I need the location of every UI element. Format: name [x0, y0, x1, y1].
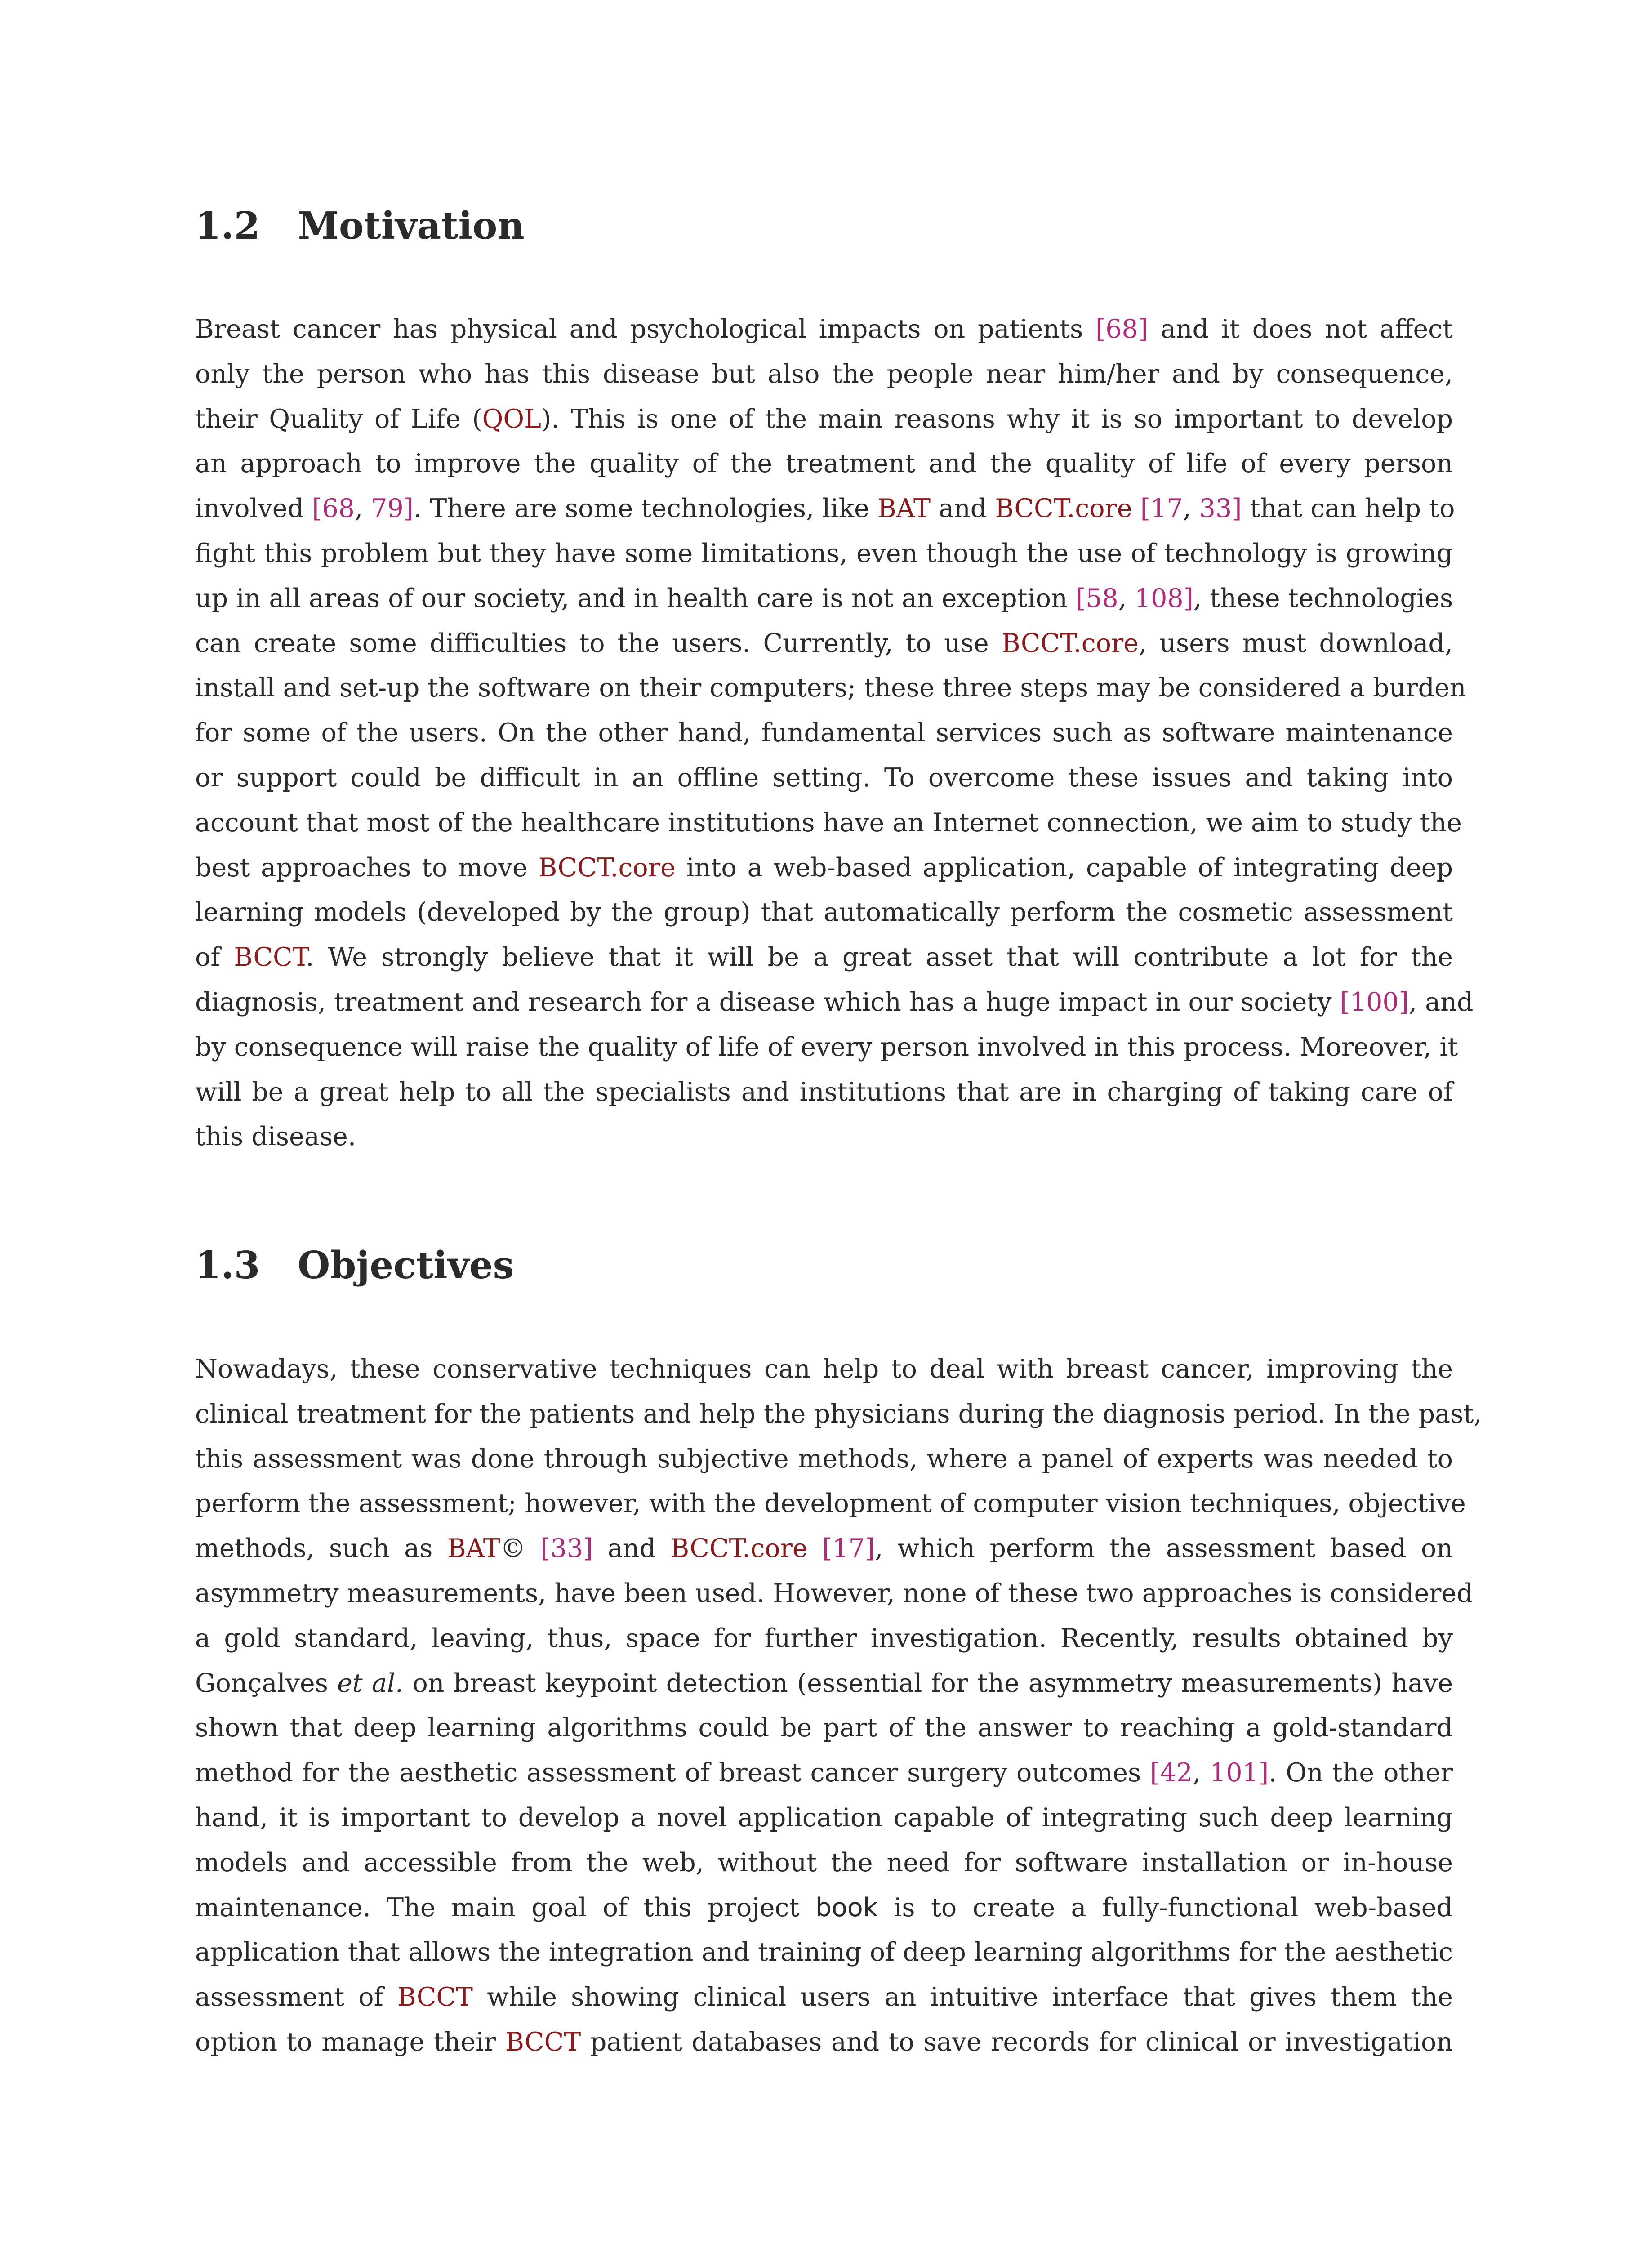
citation-link[interactable]: ]: [1398, 987, 1409, 1017]
emphasis-text: et al.: [337, 1668, 404, 1698]
text-line: [195, 980, 1474, 1025]
acronym-link[interactable]: BCCT: [505, 2027, 581, 2057]
text-run: clinical treatment for the patients and help the physicians during the diagnosis period. In the past,: [195, 1399, 1482, 1429]
text-line: [195, 1706, 1453, 1751]
text-run: ,: [355, 494, 371, 524]
citation-link[interactable]: ]: [583, 1534, 593, 1564]
text-run: this assessment was done through subjective methods, where a panel of experts was needed to: [195, 1444, 1453, 1474]
text-run: is to create a fully-functional web-based: [877, 1892, 1453, 1922]
text-run: maintenance. The main goal of this project: [195, 1892, 815, 1922]
citation-link[interactable]: [: [540, 1534, 551, 1564]
paragraph-motivation: [195, 307, 1474, 1160]
citation-link[interactable]: ]: [1258, 1758, 1269, 1788]
text-line: [195, 666, 1466, 711]
section-number: 1.3: [195, 1243, 260, 1287]
text-run: perform the assessment; however, with the development of computer vision techniques, objective: [195, 1489, 1466, 1519]
text-run: an approach to improve the quality of the treatment and the quality of life of every person: [195, 449, 1453, 479]
text-line: [195, 397, 1453, 442]
text-line: [195, 935, 1453, 980]
text-run: by consequence will raise the quality of life of every person involved in this process. Moreover, it: [195, 1032, 1458, 1062]
text-run: ). This is one of the main reasons why it is so important to develop: [541, 404, 1453, 434]
text-run: , users must download,: [1139, 628, 1453, 658]
section-number: 1.2: [195, 204, 260, 248]
acronym-link[interactable]: BCCT.core: [670, 1534, 808, 1564]
text-run: application that allows the integration and training of deep learning algorithms for the aesthetic: [195, 1937, 1453, 1967]
text-run: , these technologies: [1193, 583, 1453, 613]
text-line: [195, 890, 1453, 935]
section-title: Objectives: [298, 1243, 514, 1287]
citation-link[interactable]: [: [312, 494, 322, 524]
text-run: , and: [1408, 987, 1474, 1017]
citation-link[interactable]: ]: [1183, 583, 1194, 613]
text-line: [195, 531, 1453, 576]
text-run: on breast keypoint detection (essential for the asymmetry measurements) have: [403, 1668, 1453, 1698]
text-run: [1132, 494, 1140, 523]
text-run: and: [930, 494, 995, 524]
text-run: , which perform the assessment based on: [875, 1534, 1453, 1564]
text-run: models and accessible from the web, without the need for software installation or in-house: [195, 1847, 1453, 1878]
citation-link[interactable]: ]: [1232, 494, 1242, 524]
section-heading-motivation: [195, 203, 525, 248]
text-run: of: [195, 942, 234, 972]
citation-link[interactable]: ]: [864, 1534, 875, 1564]
text-line: [195, 1661, 1453, 1706]
text-run: [526, 1534, 540, 1563]
text-line: [195, 486, 1453, 531]
text-run: only the person who has this disease but also the people near him/her and by consequence,: [195, 359, 1453, 389]
text-run: asymmetry measurements, have been used. However, none of these two approaches is considered: [195, 1578, 1473, 1608]
text-run: ©: [500, 1534, 526, 1564]
text-line: [195, 1975, 1453, 2020]
citation-link[interactable]: 68: [1105, 314, 1138, 344]
text-line: [195, 1796, 1453, 1841]
citation-link[interactable]: 42: [1160, 1758, 1193, 1788]
text-line: [195, 352, 1453, 397]
acronym-link[interactable]: BCCT: [234, 942, 306, 972]
acronym-link[interactable]: BCCT.core: [995, 494, 1132, 524]
text-line: [195, 1526, 1453, 1571]
text-line: [195, 1616, 1453, 1661]
citation-link[interactable]: 108: [1134, 583, 1184, 613]
text-run: ,: [1183, 494, 1199, 524]
citation-link[interactable]: [: [1150, 1758, 1160, 1788]
text-line: [195, 1392, 1482, 1437]
text-line: [195, 1886, 1453, 1931]
citation-link[interactable]: ]: [1138, 314, 1149, 344]
text-run: ,: [1118, 583, 1135, 613]
acronym-link[interactable]: BCCT.core: [1001, 628, 1139, 658]
text-line: [195, 846, 1453, 891]
text-run: Breast cancer has physical and psychological impacts on patients: [195, 314, 1096, 344]
acronym-link[interactable]: BAT: [877, 494, 931, 524]
text-run: patient databases and to save records for clinical or investigation: [581, 2027, 1453, 2057]
citation-link[interactable]: 100: [1349, 987, 1399, 1017]
text-run: while showing clinical users an intuitive interface that gives them the: [473, 1982, 1453, 2012]
text-line: [195, 1025, 1458, 1070]
text-run: and: [593, 1534, 671, 1564]
text-run: . We strongly believe that it will be a great asset that will contribute a lot for the: [306, 942, 1453, 972]
text-run: learning models (developed by the group) that automatically perform the cosmetic assessment: [195, 897, 1453, 928]
text-run: install and set-up the software on their computers; these three steps may be considered a burden: [195, 673, 1466, 703]
text-line: [195, 1115, 1453, 1160]
citation-link[interactable]: 33: [1199, 494, 1232, 524]
text-run: into a web-based application, capable of integrating deep: [675, 852, 1453, 883]
text-run: that can help to: [1242, 494, 1455, 524]
citation-link[interactable]: 33: [550, 1534, 583, 1564]
text-run: a gold standard, leaving, thus, space for further investigation. Recently, results obtained by: [195, 1623, 1453, 1653]
text-run: [808, 1534, 822, 1563]
text-line: [195, 1437, 1453, 1482]
text-line: [195, 1481, 1466, 1526]
text-run: . On the other: [1269, 1758, 1453, 1788]
text-run: diagnosis, treatment and research for a disease which has a huge impact in our society: [195, 987, 1340, 1017]
text-line: [195, 711, 1453, 756]
text-run: fight this problem but they have some limitations, even though the use of technology is growing: [195, 538, 1453, 568]
text-run: option to manage their: [195, 2027, 506, 2057]
citation-link[interactable]: [: [1075, 583, 1086, 613]
text-line: [195, 576, 1453, 621]
acronym-link[interactable]: BAT: [447, 1534, 500, 1564]
citation-link[interactable]: 68: [322, 494, 355, 524]
text-run: and it does not affect: [1148, 314, 1453, 344]
text-run: method for the aesthetic assessment of breast cancer surgery outcomes: [195, 1758, 1150, 1788]
text-line: [195, 801, 1462, 846]
text-run: hand, it is important to develop a novel application capable of integrating such deep learning: [195, 1802, 1453, 1833]
text-run: can create some difficulties to the users. Currently, to use: [195, 628, 1002, 658]
section-title: Motivation: [298, 204, 525, 248]
citation-link[interactable]: 58: [1086, 583, 1118, 613]
acronym-link[interactable]: BCCT.core: [538, 852, 676, 883]
text-line: [195, 442, 1453, 486]
citation-link[interactable]: [: [1095, 314, 1106, 344]
citation-link[interactable]: 17: [832, 1534, 865, 1564]
text-run: methods, such as: [195, 1534, 447, 1564]
text-line: [195, 1930, 1453, 1975]
text-run: . There are some technologies, like: [414, 494, 878, 524]
text-run: this disease.: [195, 1122, 356, 1152]
text-run: Nowadays, these conservative techniques can help to deal with breast cancer, improving the: [195, 1354, 1453, 1384]
text-run: shown that deep learning algorithms could be part of the answer to reaching a gold-standard: [195, 1713, 1453, 1743]
citation-link[interactable]: [: [1340, 987, 1350, 1017]
citation-link[interactable]: [: [822, 1534, 833, 1564]
text-run: involved: [195, 494, 312, 524]
citation-link[interactable]: ]: [403, 494, 414, 524]
text-line: [195, 1347, 1453, 1392]
text-run: or support could be difficult in an offline setting. To overcome these issues and taking into: [195, 763, 1453, 793]
text-line: [195, 2020, 1453, 2065]
text-line: [195, 1841, 1453, 1886]
text-line: [195, 1571, 1473, 1616]
text-run: Gonçalves: [195, 1668, 338, 1698]
text-run: their Quality of Life (: [195, 404, 482, 434]
text-run: assessment of: [195, 1982, 397, 2012]
citation-link[interactable]: 17: [1150, 494, 1183, 524]
citation-link[interactable]: [: [1140, 494, 1150, 524]
section-heading-objectives: [195, 1243, 514, 1288]
text-line: [195, 756, 1453, 801]
acronym-link[interactable]: BCCT: [397, 1982, 473, 2012]
acronym-link[interactable]: QOL: [482, 404, 541, 434]
text-line: [195, 1070, 1453, 1115]
text-run: ,: [1193, 1758, 1210, 1788]
text-run: best approaches to move: [195, 852, 539, 883]
text-line: [195, 307, 1453, 352]
text-run: for some of the users. On the other hand, fundamental services such as software maintenance: [195, 718, 1453, 748]
citation-link[interactable]: 101: [1210, 1758, 1259, 1788]
text-line: [195, 621, 1453, 666]
citation-link[interactable]: 79: [371, 494, 404, 524]
text-run: up in all areas of our society, and in health care is not an exception: [195, 583, 1076, 613]
text-run: will be a great help to all the specialists and institutions that are in charging of taking care of: [195, 1077, 1453, 1107]
paragraph-objectives: [195, 1347, 1482, 2065]
text-line: [195, 1751, 1453, 1796]
text-run: account that most of the healthcare institutions have an Internet connection, we aim to study the: [195, 807, 1462, 838]
inline-text: book: [815, 1892, 878, 1922]
